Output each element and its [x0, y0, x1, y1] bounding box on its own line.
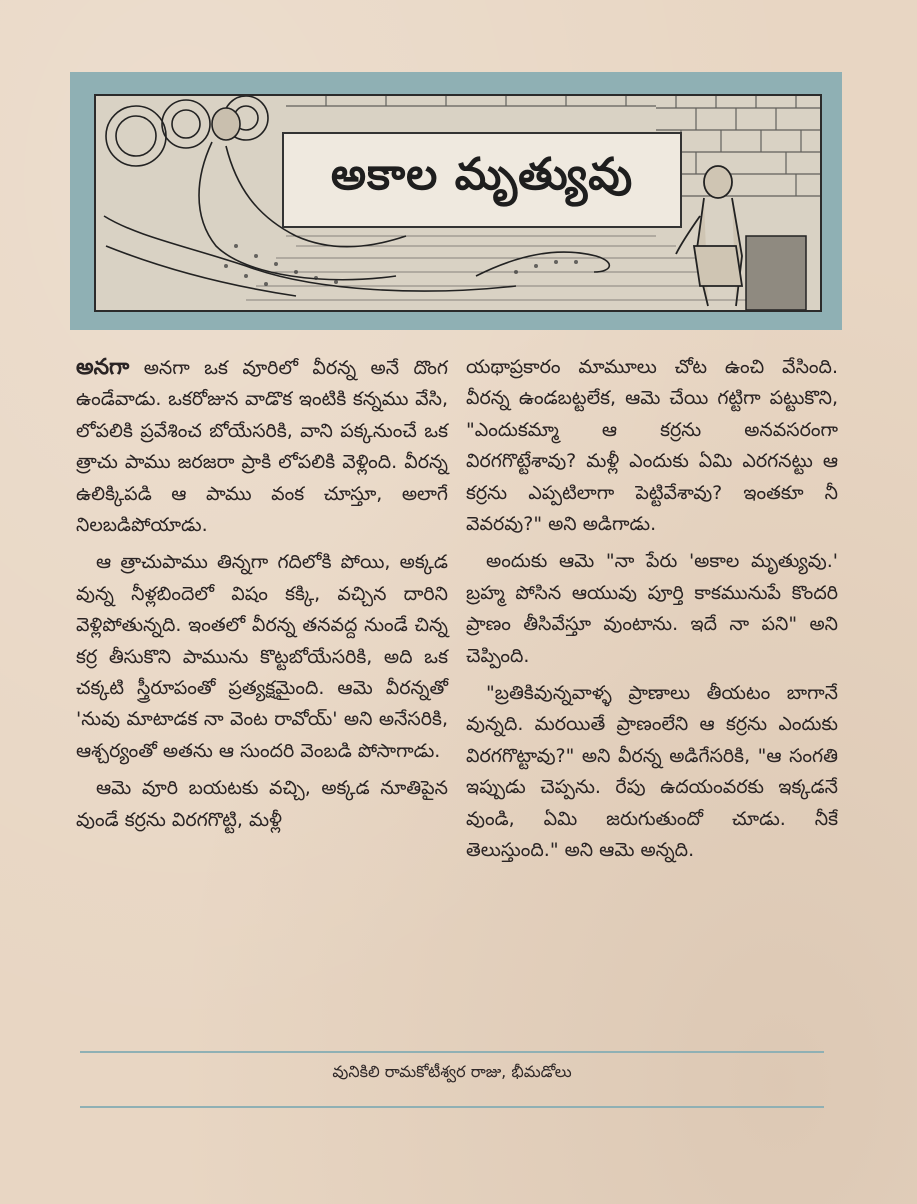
paragraph-1-text: అనగా ఒక వూరిలో వీరన్న అనే దొంగ ఉండేవాడు. ఒకరోజున వాడొక ఇంటికి కన్నము వేసి, లోపలికి ప్రవేశించ బోయేసరికి, వాని పక్కనుంచే ఒక త్రాచు పాము జరజరా ప్రాకి లోపలికి వెళ్లింది. వీరన్న ఉలిక్కిపడి ఆ పాము వంక చూస్తూ, అలాగే నిలబడిపోయాడు. [76, 357, 448, 537]
header-illustration [94, 94, 822, 312]
lead-word: అనగా [76, 355, 130, 380]
divider-bottom [80, 1106, 824, 1108]
paragraph-6: "బ్రతికివున్నవాళ్ళ ప్రాణాలు తీయటం బాగానే వున్నది. మరయితే ప్రాణంలేని ఆ కర్రను ఎందుకు విరగగొట్టావు?" అని వీరన్న అడిగేసరికి, "ఆ సంగతి ఇప్పుడు చెప్పను. రేపు ఉదయంవరకు ఇక్కడనే వుండి, ఏమి జరుగుతుందో చూడు. నీకే తెలుస్తుంది." అని ఆమె అన్నది. [466, 682, 838, 862]
paragraph-3: ఆమె వూరి బయటకు వచ్చి, అక్కడ నూతిపైన వుండే కర్రను విరగగొట్టి, మళ్లీ [76, 777, 448, 831]
header-banner [70, 72, 842, 330]
title-box [282, 132, 682, 228]
paragraph-5: అందుకు ఆమె "నా పేరు 'అకాల మృత్యువు.' బ్రహ్మ పోసిన ఆయువు పూర్తి కాకమునుపే కొందరి ప్రాణం తీసివేస్తూ వుంటాను. ఇదే నా పని" అని చెప్పింది. [466, 550, 838, 667]
right-column [466, 352, 838, 867]
left-column [76, 352, 448, 836]
author-byline: వునికిలి రామకోటీశ్వర రాజు, భీమడోలు [332, 1062, 572, 1081]
divider-top [80, 1051, 824, 1053]
story-title: అకాల మృత్యువు [330, 149, 634, 200]
paragraph-4: యథాప్రకారం మామూలు చోట ఉంచి వేసింది. వీరన్న ఉండబట్టలేక, ఆమె చేయి గట్టిగా పట్టుకొని, "ఎందుకమ్మా ఆ కర్రను అనవసరంగా విరగగొట్టేశావు? మళ్లీ ఎందుకు ఏమి ఎరగనట్టు ఆ కర్రను ఎప్పటిలాగా పెట్టివేశావు? ఇంతకూ నీ వెవరవు?" అని అడిగాడు. [466, 356, 838, 536]
paragraph-2: ఆ త్రాచుపాము తిన్నగా గదిలోకి పోయి, అక్కడ వున్న నీళ్లబిందెలో విషం కక్కి, వచ్చిన దారిని వెళ్లిపోతున్నది. ఇంతలో వీరన్న తనవద్ద నుండే చిన్న కర్ర తీసుకొని పామును కొట్టబోయేసరికి, అది ఒక చక్కటి స్త్రీరూపంతో ప్రత్యక్షమైంది. ఆమె వీరన్నతో 'నువు మాటాడక నా వెంట రావోయ్' అని అనేసరికి, ఆశ్చర్యంతో అతను ఆ సుందరి వెంబడి పోసాగాడు. [76, 551, 448, 762]
paragraph-1 [76, 352, 448, 541]
